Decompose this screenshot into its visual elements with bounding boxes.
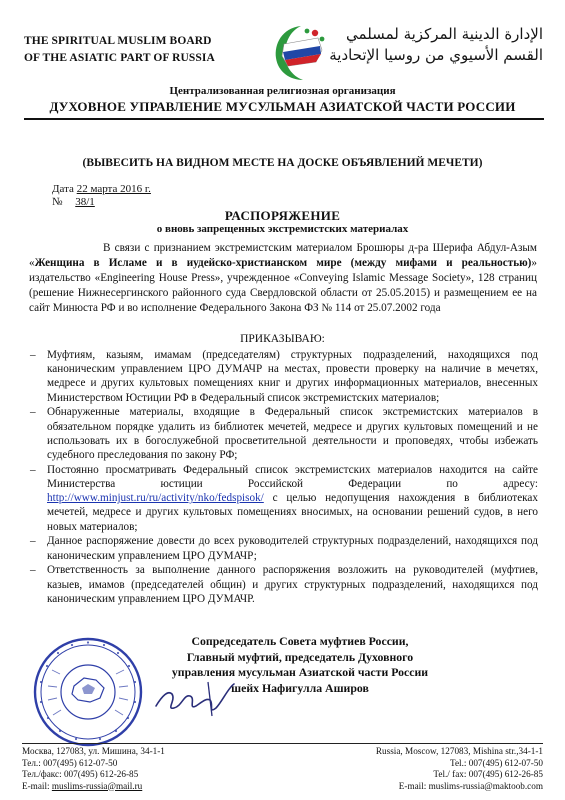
order-list xyxy=(28,348,538,607)
list-item xyxy=(28,463,538,534)
footer-contacts-russian xyxy=(22,746,165,792)
footer-tel-en: Tel.: 007(495) 612-07-50 xyxy=(449,757,543,768)
footer-email-en: E-mail: muslims-russia@maktoob.com xyxy=(398,780,543,791)
footer-fax-en: Tel./ fax: 007(495) 612-26-85 xyxy=(433,769,543,779)
list-item xyxy=(28,405,538,462)
date-value: 22 марта 2016 г. xyxy=(76,183,151,195)
signatory-name: шейх Нафигулла Аширов xyxy=(231,680,369,695)
list-item xyxy=(28,563,538,606)
official-round-stamp-icon xyxy=(32,636,144,748)
footer-email-label: E-mail: xyxy=(22,780,52,791)
number-label: № xyxy=(52,196,63,208)
list-item-text: Данное распоряжение довести до всех руководителей структурных подразделений, находящихся под каноническим управлением ЦРО ДУМАЧР; xyxy=(47,535,538,562)
date-line xyxy=(52,183,151,195)
document-title: РАСПОРЯЖЕНИЕ xyxy=(224,208,341,223)
document-subtitle: о вновь запрещенных экстремистских материалах xyxy=(156,223,409,235)
list-item-text: с целью недопущения нахождения в библиотеках мечетей, медресе и других культовых помещениях вносимых, на основании решений судов, в него новых материалов; xyxy=(47,492,538,533)
org-title: ДУХОВНОЕ УПРАВЛЕНИЕ МУСУЛЬМАН АЗИАТСКОЙ ЧАСТИ РОССИИ xyxy=(49,99,516,114)
list-dash: – xyxy=(30,564,36,577)
minjust-link[interactable]: http://www.minjust.ru/ru/activity/nko/fedspisok/ xyxy=(47,492,264,505)
intro-book-title: Женщина в Исламе и в иудейско-христианском мире (между мифами и реальностью) xyxy=(34,257,532,269)
list-dash: – xyxy=(30,406,36,419)
posting-notice: (ВЫВЕСИТЬ НА ВИДНОМ МЕСТЕ НА ДОСКЕ ОБЪЯВЛЕНИЙ МЕЧЕТИ) xyxy=(82,157,483,169)
intro-text-1: В связи с признанием экстремистским материалом Брошюры д-ра Шерифа Абдул-Азым « xyxy=(29,242,537,269)
date-label: Дата xyxy=(52,183,74,195)
list-dash: – xyxy=(30,463,36,476)
list-item-text: Ответственность за выполнение данного распоряжения возложить на руководителей (муфтиев, казыев, имамов (председателей общин) и других структурных подразделений, находящихся под каноническим управлением ЦРО ДУМАЧР. xyxy=(47,564,538,605)
list-item-text: Муфтиям, казыям, имамам (председателям) структурных подразделений, находящихся под каноническим управлением ЦРО ДУМАЧР на местах, провести проверку на наличие в мечетях, медресе и других культовых помещениях книг и других информационных материалов, внесенных Министерством Юстиции РФ в Федеральный список экстремистских материалов; xyxy=(47,349,538,404)
number-line xyxy=(52,196,95,208)
board-name-line2: OF THE ASIATIC PART OF RUSSIA xyxy=(24,52,215,64)
board-name-line1: THE SPIRITUAL MUSLIM BOARD xyxy=(24,35,212,47)
board-name-english xyxy=(24,33,215,67)
intro-paragraph xyxy=(29,241,537,316)
footer-email-ru xyxy=(22,781,165,793)
list-item xyxy=(28,348,538,405)
list-dash: – xyxy=(30,535,36,548)
signatory-line2: Главный муфтий, председатель Духовного xyxy=(186,649,414,664)
footer-divider xyxy=(22,743,543,744)
header-divider xyxy=(24,118,544,120)
list-item-text: Постоянно просматривать Федеральный список экстремистских материалов находится на сайте Министерства юстиции Российской Федерации по адресу: xyxy=(47,463,538,491)
org-subtitle: Централизованная религиозная организация xyxy=(169,85,396,97)
footer-address-en: Russia, Moscow, 127083, Mishina str.,34-1-1 xyxy=(375,746,543,756)
footer-email-link[interactable]: muslims-russia@mail.ru xyxy=(51,780,143,791)
signatory-line1: Сопредседатель Совета муфтиев России, xyxy=(191,634,409,648)
footer-fax-ru: Тел./факс: 007(495) 612-26-85 xyxy=(22,769,139,779)
footer-tel-ru: Тел.: 007(495) 612-07-50 xyxy=(22,757,118,768)
signatory-line3: управления мусульман Азиатской части России xyxy=(171,665,429,679)
board-name-arabic xyxy=(329,24,543,66)
signatory-block xyxy=(150,634,450,696)
arabic-line2: القسم الأسيوي من روسيا الإتحادية xyxy=(329,46,543,64)
russia-crescent-emblem-icon xyxy=(270,22,332,84)
arabic-line1: الإدارة الدينية المركزية لمسلمي xyxy=(346,25,543,43)
order-heading: ПРИКАЗЫВАЮ: xyxy=(240,333,325,345)
footer-address-ru: Москва, 127083, ул. Мишина, 34-1-1 xyxy=(22,746,165,756)
list-dash: – xyxy=(30,349,36,361)
footer-contacts-english xyxy=(376,746,543,792)
number-value: 38/1 xyxy=(75,196,95,208)
list-item xyxy=(28,534,538,562)
list-item-text: Обнаруженные материалы, входящие в Федеральный список экстремистских материалов в обязательном порядке удалить из библиотек мечетей, медресе и других культовых помещений и не использовать их в богослужебной просветительной деятельности и проповедях, чтобы избежать судебного преследования по закону РФ; xyxy=(47,406,538,462)
intro-text-2: » издательство «Engineering House Press», учрежденное «Conveying Islamic Message Society», 128 страниц (решение Нижнесергинского районного суда Свердловской области от 25.05.2015) и размещением ее на сайт Минюста РФ и во исполнение Федерального Закона ФЗ № 114 от 25.07.2002 года xyxy=(29,257,537,314)
